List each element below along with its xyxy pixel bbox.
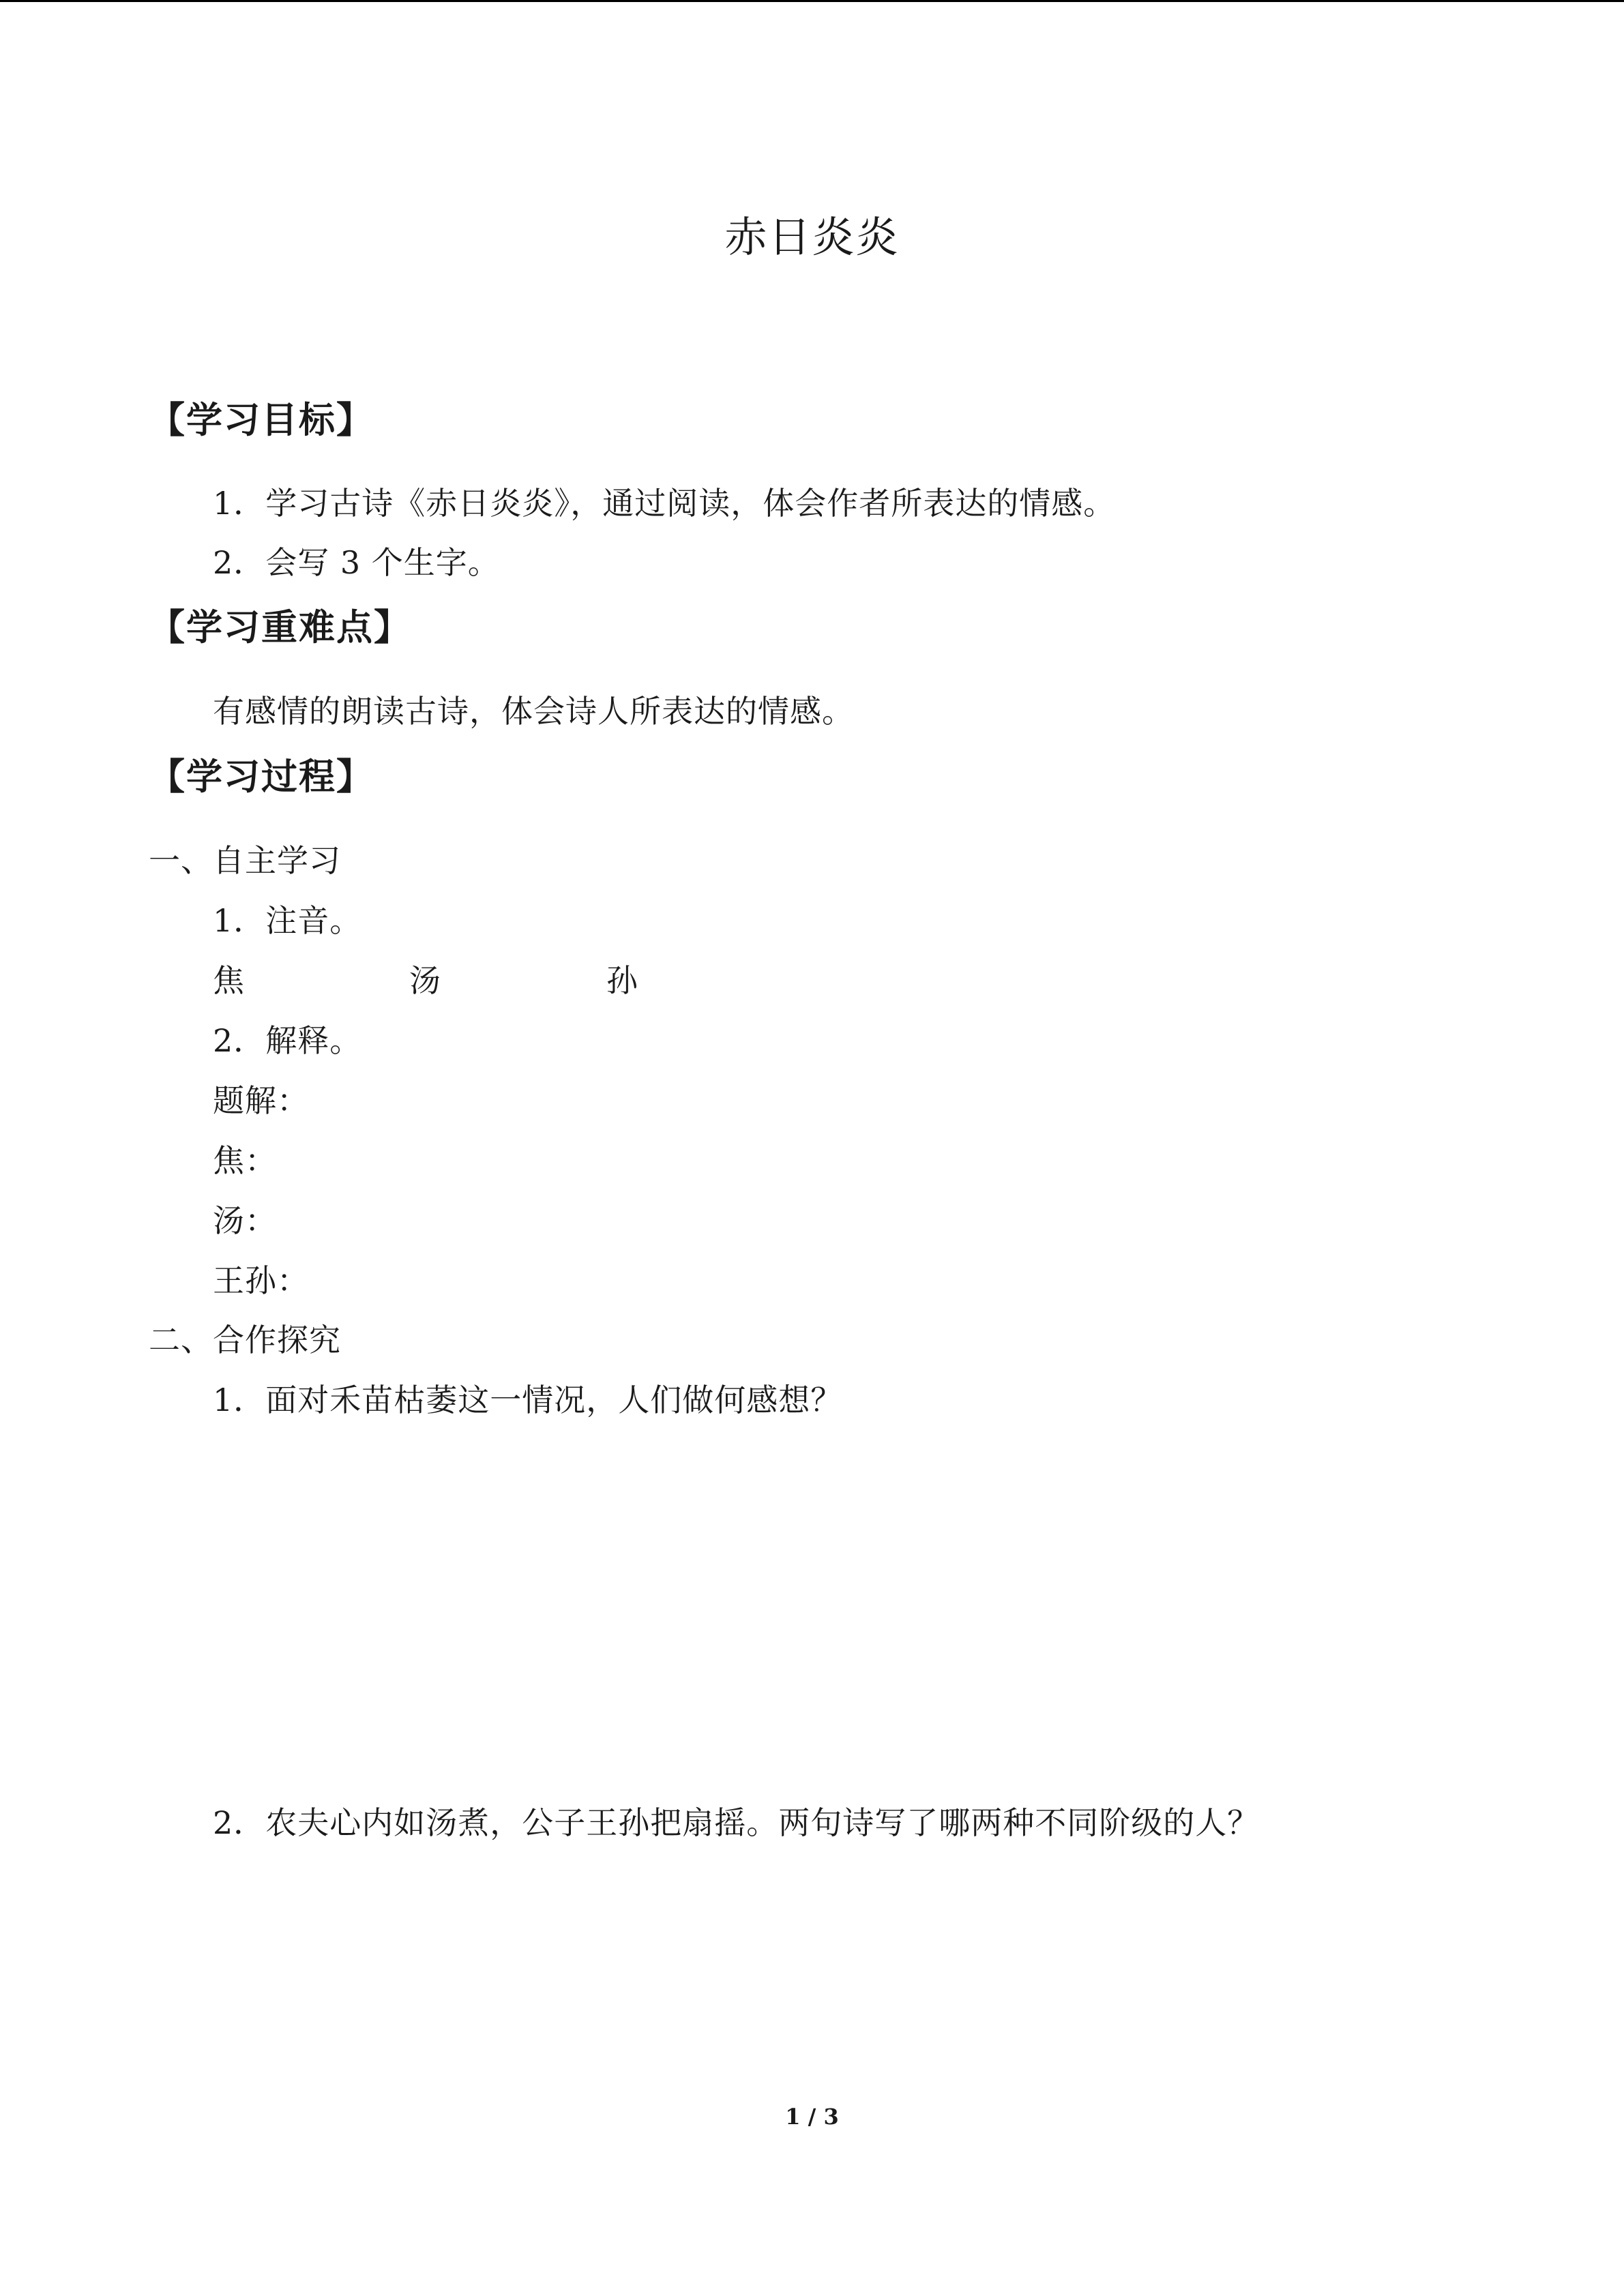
key-points-text: 有感情的朗读古诗，体会诗人所表达的情感。 [213, 693, 854, 730]
pinyin-char-tang: 汤 [409, 962, 441, 999]
pinyin-char-jiao: 焦 [213, 962, 245, 999]
term-title-explain: 题解： [213, 1082, 309, 1119]
page-title: 赤日炎炎 [724, 212, 900, 262]
section-heading-key-points: 【学习重难点】 [149, 607, 411, 648]
goal-item-1: 1．学习古诗《赤日炎炎》，通过阅读，体会作者所表达的情感。 [213, 485, 1116, 522]
part-title-cooperative-inquiry: 二、合作探究 [149, 1322, 341, 1358]
term-wangsun: 王孙： [213, 1262, 309, 1299]
term-jiao: 焦： [213, 1142, 277, 1179]
section-heading-learning-process: 【学习过程】 [149, 756, 374, 798]
page-number: 1 / 3 [785, 2104, 839, 2130]
term-tang: 汤： [213, 1202, 277, 1239]
part-title-self-study: 一、自主学习 [149, 842, 341, 879]
pinyin-char-sun: 孙 [606, 962, 638, 999]
section-heading-learning-goals: 【学习目标】 [149, 400, 374, 441]
question-explain: 2．解释。 [213, 1022, 362, 1059]
top-border-line [0, 0, 1624, 2]
inquiry-question-1: 1．面对禾苗枯萎这一情况，人们做何感想？ [213, 1382, 843, 1418]
question-pinyin: 1．注音。 [213, 902, 362, 939]
goal-item-2: 2．会写 3 个生字。 [213, 544, 500, 581]
inquiry-question-2: 2．农夫心内如汤煮，公子王孙把扇摇。两句诗写了哪两种不同阶级的人？ [213, 1804, 1260, 1841]
